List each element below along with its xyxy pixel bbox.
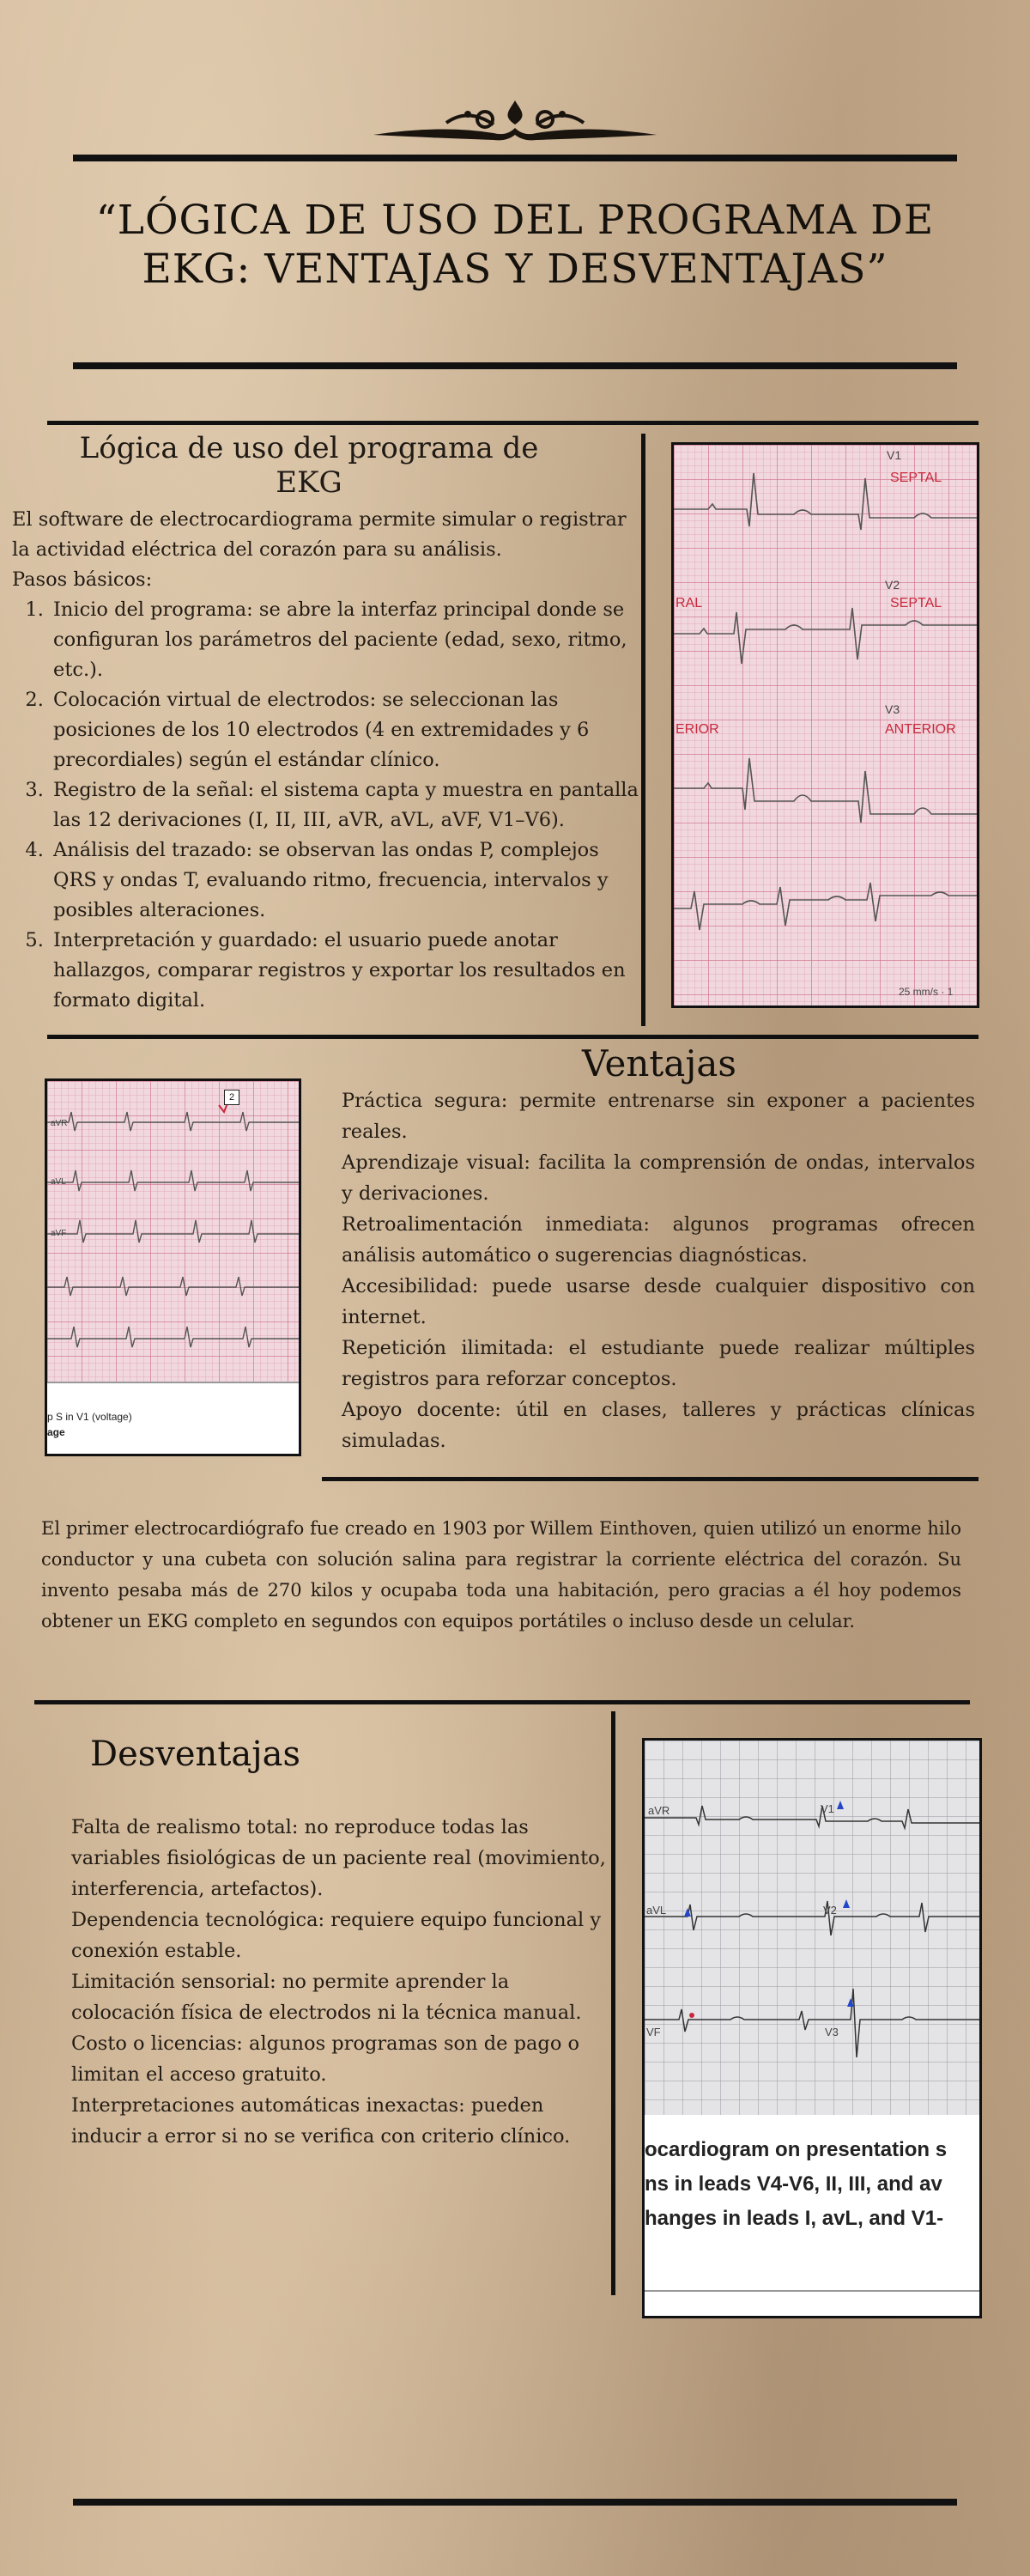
- lead-label-anterior: ANTERIOR: [885, 722, 956, 737]
- ecg-caption: ns in leads V4-V6, II, III, and av: [645, 2172, 942, 2196]
- advantages-heading: Ventajas: [582, 1042, 736, 1084]
- ecg-footer: 25 mm/s · 1: [899, 986, 954, 998]
- lead-label: V2: [823, 1904, 837, 1917]
- disadvantage-item: Costo o licencias: algunos programas son de pago o limitan el acceso gratuito.: [71, 2032, 580, 2086]
- lead-label: V1: [887, 448, 902, 462]
- section-rule: [34, 1700, 970, 1704]
- ecg-trace: [47, 1081, 299, 1382]
- lead-label-anterior-left: ERIOR: [676, 722, 719, 737]
- ecg-caption: hanges in leads I, avL, and V1-: [645, 2207, 944, 2230]
- lead-label: aVF: [51, 1229, 67, 1238]
- advantages-list: [342, 1085, 975, 1456]
- section-rule: [47, 1035, 978, 1039]
- lead-label: aVL: [51, 1177, 66, 1187]
- page-title: “LÓGICA DE USO DEL PROGRAMA DE EKG: VENTAJAS Y DESVENTAJAS”: [95, 197, 935, 293]
- history-text: El primer electrocardiógrafo fue creado en 1903 por Willem Einthoven, quien utilizó un enorme hilo conductor y una cubeta con solución salina para registrar la corriente eléctrica del corazón. Su invento pesaba más de 270 kilos y ocupaba toda una habitación, pero gracias a él hoy podemos obtener un EKG completo en segundos con equipos portátiles o incluso desde un celular.: [41, 1518, 961, 1631]
- lead-label: V1: [821, 1802, 834, 1815]
- logic-divider: [641, 434, 645, 1026]
- disadvantages-divider: [611, 1711, 615, 2295]
- logic-text: [12, 505, 643, 1016]
- lead-label-ral: RAL: [676, 596, 703, 611]
- header-rule-top: [73, 155, 957, 161]
- advantage-item: Accesibilidad: puede usarse desde cualquier dispositivo con internet.: [342, 1275, 975, 1328]
- logic-heading: [17, 431, 601, 500]
- logic-step: 2. Colocación virtual de electrodos: se seleccionan las posiciones de los 10 electrodos (4 en extremidades y 6 precordiales) según el estándar clínico.: [50, 685, 643, 775]
- ecg-image-limb: [45, 1078, 301, 1456]
- caption-divider: [47, 1382, 299, 1383]
- lead-label: aVL: [646, 1904, 667, 1917]
- logic-heading-line1: Lógica de uso del programa de: [79, 431, 539, 465]
- advantage-item: Repetición ilimitada: el estudiante puede realizar múltiples registros para reforzar conceptos.: [342, 1337, 975, 1390]
- ecg-caption: age: [47, 1426, 65, 1438]
- disadvantage-item: Limitación sensorial: no permite aprender la colocación física de electrodos ni la técnica manual.: [71, 1971, 582, 2024]
- lead-label: V3: [885, 702, 900, 716]
- advantage-item: Retroalimentación inmediata: algunos programas ofrecen análisis automático o sugerencias diagnósticas.: [342, 1213, 975, 1267]
- lead-label: aVR: [648, 1804, 670, 1817]
- logic-step: 4. Análisis del trazado: se observan las ondas P, complejos QRS y ondas T, evaluando ritmo, frecuencia, intervalos y posibles alteraciones.: [50, 835, 643, 926]
- logic-heading-line2: EKG: [276, 465, 342, 500]
- lead-label: V2: [885, 578, 900, 592]
- disadvantages-list: [71, 1812, 608, 2152]
- disadvantage-item: Dependencia tecnológica: requiere equipo funcional y conexión estable.: [71, 1909, 602, 1962]
- advantage-item: Apoyo docente: útil en clases, talleres y prácticas clínicas simuladas.: [342, 1399, 975, 1452]
- logic-steps: [12, 595, 643, 1016]
- logic-intro: El software de electrocardiograma permite simular o registrar la actividad eléctrica del corazón para su análisis.: [12, 508, 627, 561]
- footer-rule: [73, 2499, 957, 2506]
- ecg-trace: [645, 1741, 979, 2115]
- disadvantages-heading: Desventajas: [90, 1735, 300, 1774]
- lead-label-septal: SEPTAL: [890, 471, 942, 485]
- lead-label: VF: [646, 2026, 661, 2038]
- lead-label: V3: [825, 2026, 839, 2038]
- ornament-flourish: [365, 90, 665, 150]
- logic-steps-label: Pasos básicos:: [12, 568, 153, 591]
- header-rule-bottom: [73, 362, 957, 369]
- ecg-badge: 2: [224, 1090, 239, 1105]
- lead-label-septal: SEPTAL: [890, 596, 942, 611]
- disadvantage-item: Interpretaciones automáticas inexactas: pueden inducir a error si no se verifica con criterio clínico.: [71, 2094, 571, 2148]
- logic-step: 5. Interpretación y guardado: el usuario puede anotar hallazgos, comparar registros y exportar los resultados en formato digital.: [50, 926, 643, 1016]
- logic-step: 3. Registro de la señal: el sistema capta y muestra en pantalla las 12 derivaciones (I, II, III, aVR, aVL, aVF, V1–V6).: [50, 775, 643, 835]
- logic-step: 1. Inicio del programa: se abre la interfaz principal donde se configuran los parámetros del paciente (edad, sexo, ritmo, etc.).: [50, 595, 643, 685]
- advantage-item: Aprendizaje visual: facilita la comprensión de ondas, intervalos y derivaciones.: [342, 1151, 975, 1205]
- ecg-caption: p S in V1 (voltage): [47, 1411, 132, 1423]
- advantage-item: Práctica segura: permite entrenarse sin exponer a pacientes reales.: [342, 1090, 975, 1143]
- ecg-image-paper: [642, 1738, 982, 2318]
- ecg-caption: ocardiogram on presentation s: [645, 2138, 948, 2161]
- disadvantage-item: Falta de realismo total: no reproduce todas las variables fisiológicas de un paciente real (movimiento, interferencia, artefactos).: [71, 1816, 606, 1900]
- caption-divider: [645, 2290, 979, 2292]
- section-rule: [322, 1477, 978, 1481]
- ecg-image-precordial: [671, 442, 979, 1008]
- section-rule: [47, 421, 978, 425]
- lead-label: aVR: [51, 1119, 68, 1128]
